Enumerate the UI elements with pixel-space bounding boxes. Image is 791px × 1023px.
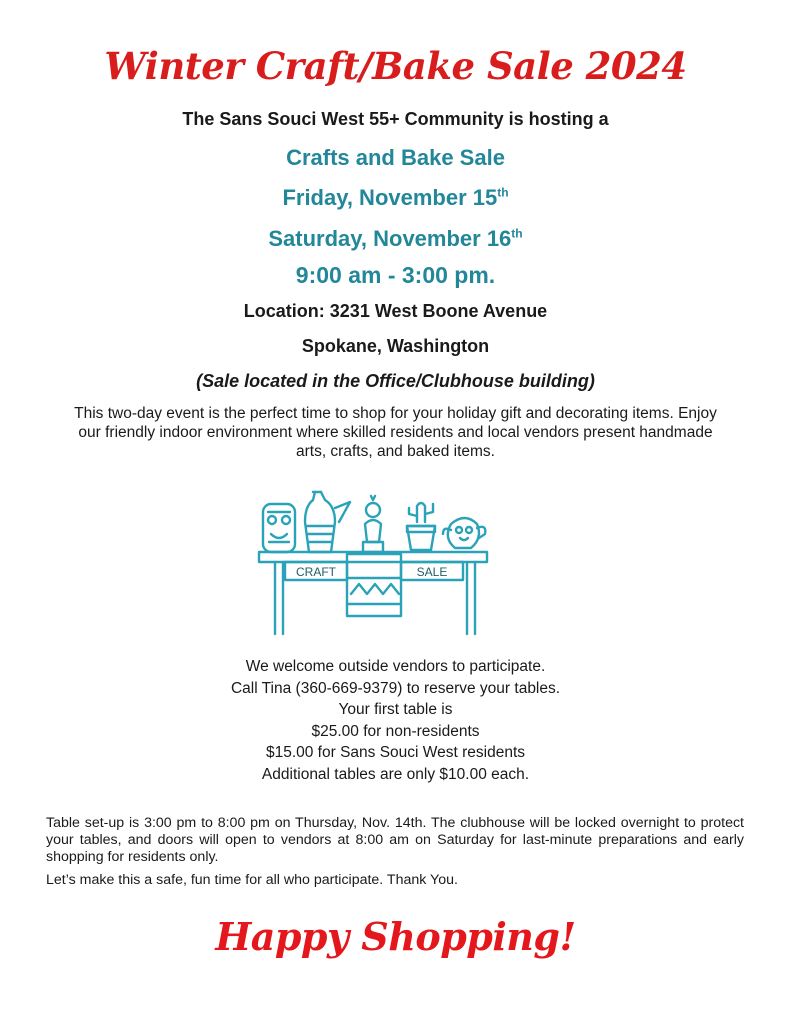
date-friday	[0, 185, 791, 211]
location-line: Location: 3231 West Boone Avenue	[243, 301, 548, 321]
cactus-icon	[407, 503, 435, 550]
city-line: Spokane, Washington	[301, 336, 490, 356]
figurine-icon	[363, 496, 383, 552]
vendor-info	[0, 656, 791, 785]
vendor-line: Your first table is	[338, 701, 453, 718]
thank-you-line: Let’s make this a safe, fun time for all who participate. Thank You.	[46, 872, 458, 888]
vendor-line: We welcome outside vendors to participate.	[245, 658, 546, 675]
vendor-line: $15.00 for Sans Souci West residents	[265, 744, 526, 761]
setup-info: Table set-up is 3:00 pm to 8:00 pm on Thursday, Nov. 14th. The clubhouse will be locked overnight to protect your tables, and doors will open to vendors at 8:00 am on Saturday for last-minute preparations and early shopping for residents only.	[46, 815, 744, 865]
flyer-title: Winter Craft/Bake Sale 2024	[104, 44, 687, 88]
vendor-line: Additional tables are only $10.00 each.	[261, 765, 530, 783]
date-friday-suffix: th	[497, 185, 509, 200]
event-description: This two-day event is the perfect time to shop for your holiday gift and decorating items. Enjoy our friendly indoor environment where skilled residents and local vendors present handmade arts, crafts, and baked items.	[74, 405, 717, 460]
vendor-line: Call Tina (360-669-9379) to reserve your tables.	[230, 679, 561, 697]
intro-line: The Sans Souci West 55+ Community is hosting a	[182, 109, 609, 129]
sign-craft: CRAFT	[296, 565, 336, 579]
teapot-icon	[443, 518, 485, 548]
vendor-line: $25.00 for non-residents	[311, 722, 480, 740]
building-note: (Sale located in the Office/Clubhouse building)	[196, 371, 595, 391]
date-friday-text: Friday, November 15	[282, 185, 498, 210]
vase-icon	[305, 492, 350, 552]
date-saturday	[0, 226, 791, 252]
headline: Crafts and Bake Sale	[286, 145, 505, 170]
tiki-mask-icon	[263, 504, 295, 552]
sign-sale: SALE	[416, 565, 448, 579]
date-saturday-suffix: th	[511, 226, 523, 241]
craft-sale-illustration	[255, 482, 495, 640]
hours: 9:00 am - 3:00 pm.	[295, 262, 496, 288]
date-saturday-text: Saturday, November 16	[268, 226, 512, 251]
closing-banner: Happy Shopping!	[215, 914, 576, 959]
